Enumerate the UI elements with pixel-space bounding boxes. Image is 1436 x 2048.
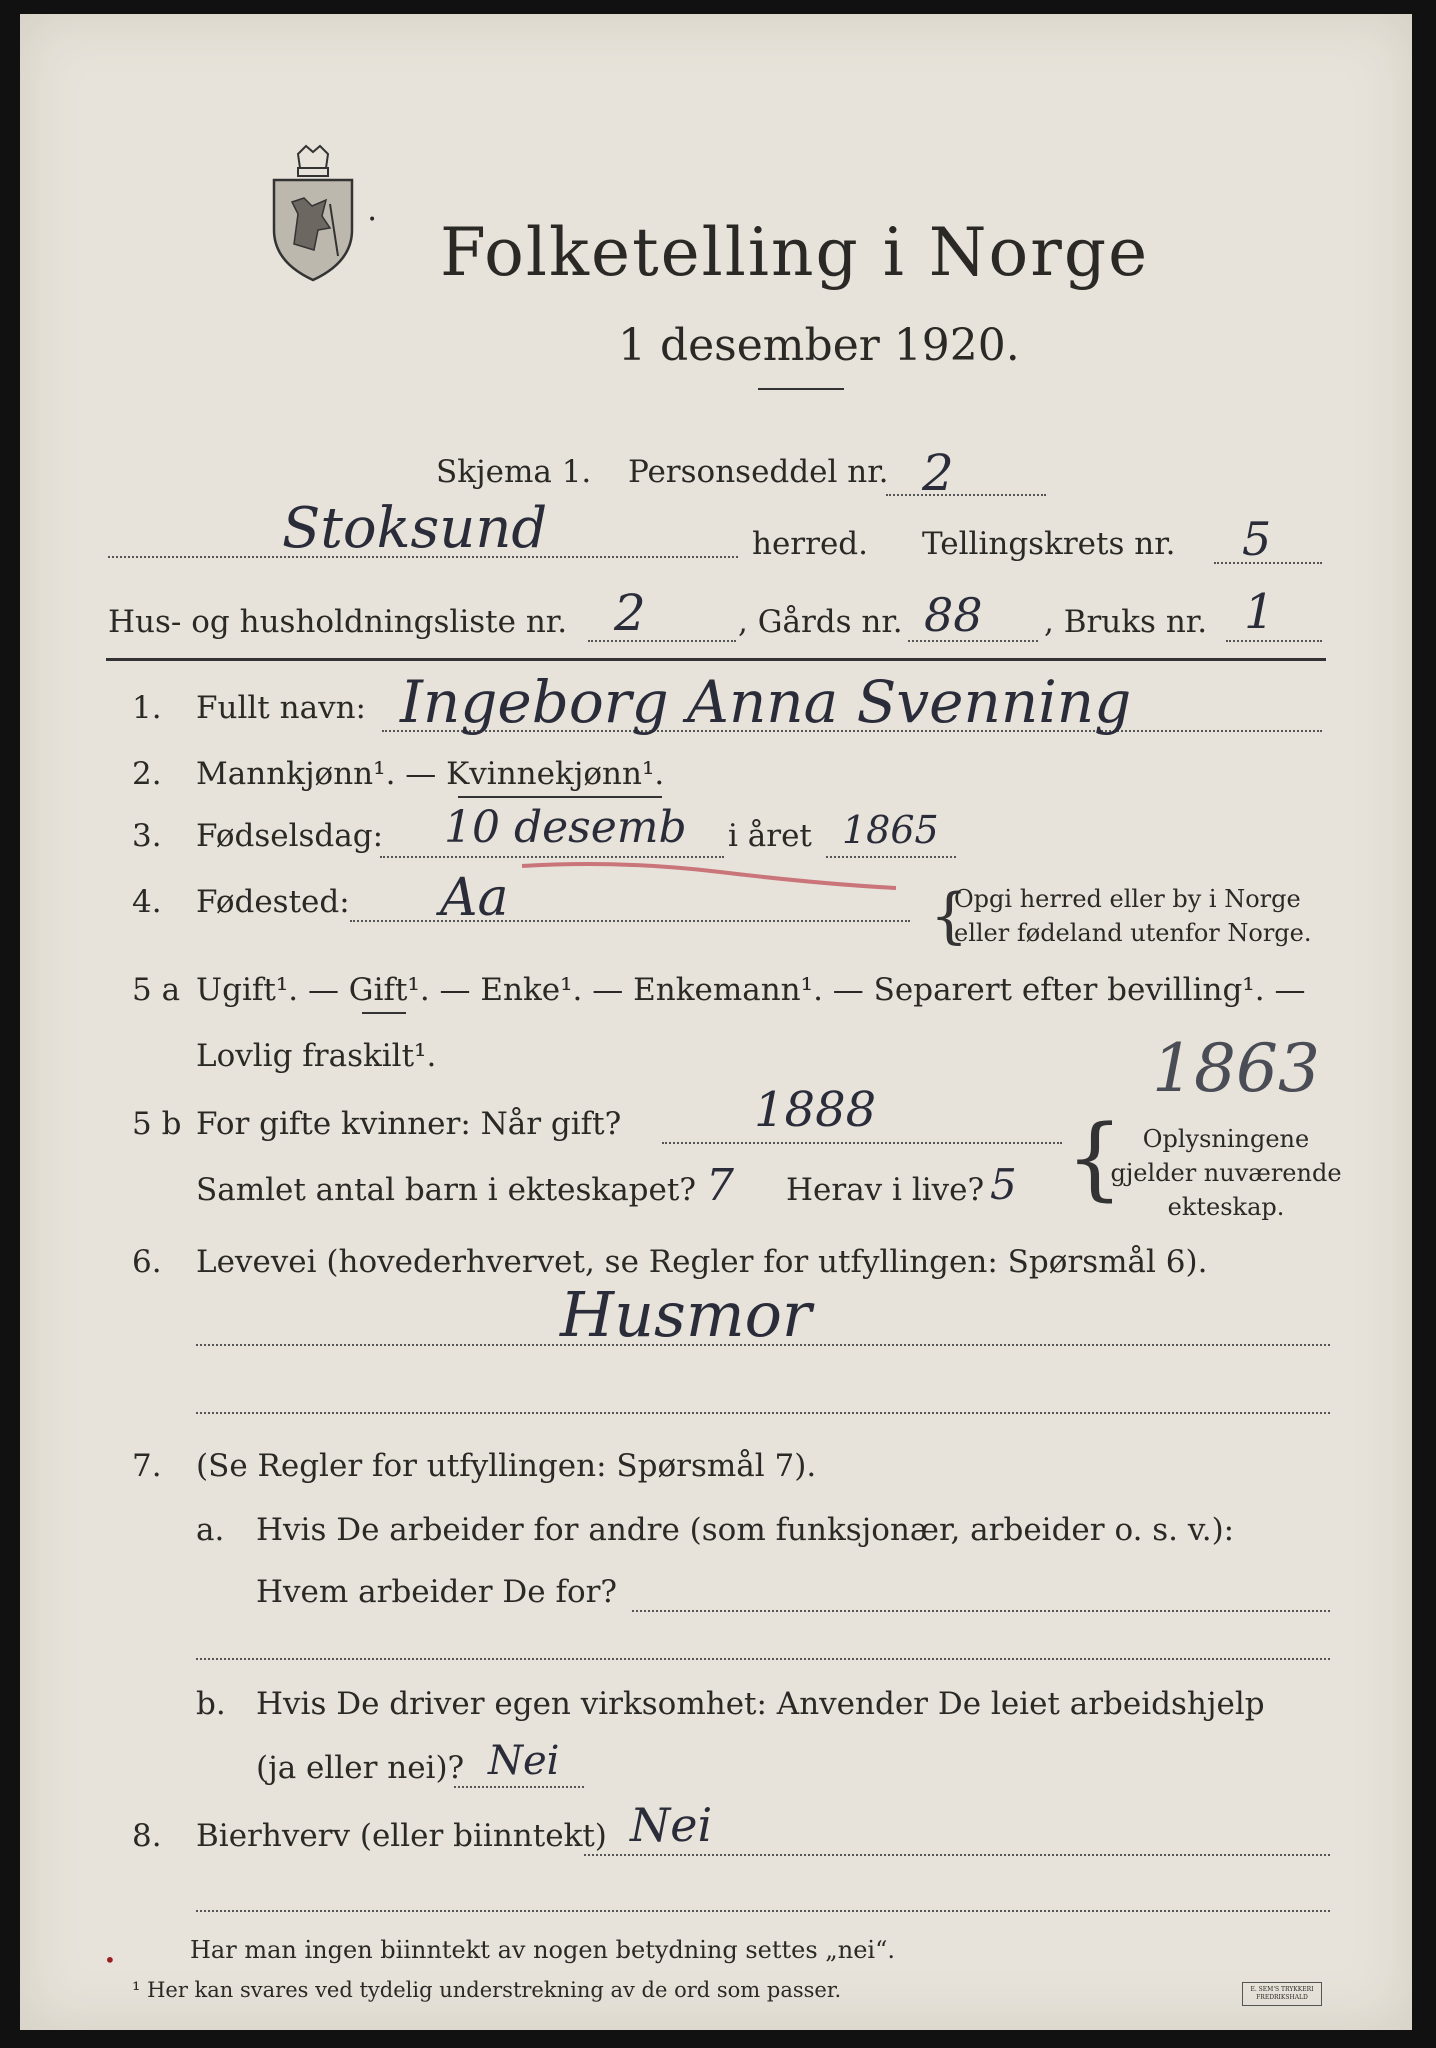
- q5b-children-label: Samlet antal barn i ekteskapet?: [196, 1172, 696, 1208]
- q7a-label-2: Hvem arbeider De for?: [256, 1574, 618, 1610]
- q1-number: 1.: [132, 690, 162, 726]
- q5b-number: 5 b: [132, 1106, 182, 1142]
- q7a-label: Hvis De arbeider for andre (som funksjonær, arbeider o. s. v.):: [256, 1512, 1235, 1548]
- q7b-label: Hvis De driver egen virksomhet: Anvender De leiet arbeidshjelp: [256, 1686, 1265, 1722]
- q4-line: [350, 920, 910, 922]
- red-bullet: •: [104, 1948, 116, 1972]
- gards-value: 88: [924, 588, 983, 642]
- red-pencil-stroke: [520, 858, 900, 898]
- title-divider: [758, 388, 844, 390]
- q5a-label-2: Lovlig fraskilt¹.: [196, 1038, 437, 1074]
- q4-number: 4.: [132, 884, 162, 920]
- q4-label: Fødested:: [196, 884, 350, 920]
- q3-year-value: 1865: [842, 808, 939, 852]
- q5b-alive-label: Herav i live?: [786, 1172, 985, 1208]
- q3-number: 3.: [132, 818, 162, 854]
- q5b-married-line: [662, 1142, 1062, 1144]
- personseddel-value: 2: [922, 444, 954, 502]
- q6-value: Husmor: [560, 1278, 812, 1351]
- q5a-underline: [362, 1012, 406, 1014]
- personseddel-label: Personseddel nr.: [628, 454, 889, 490]
- q4-note: [954, 882, 1312, 950]
- q7b-label-2: (ja eller nei)?: [256, 1750, 465, 1786]
- q7a-line-1: [632, 1610, 1330, 1612]
- q2-label: Mannkjønn¹. — Kvinnekjønn¹.: [196, 756, 665, 792]
- q5b-note: [1106, 1122, 1346, 1224]
- q8-line-1: [584, 1854, 1330, 1856]
- q5b-note-line3: ekteskap.: [1167, 1193, 1285, 1221]
- bruks-value: 1: [1244, 584, 1275, 640]
- q5b-brace: {: [1066, 1106, 1124, 1211]
- herred-value: Stoksund: [282, 496, 548, 561]
- printer-mark: E. SEM'S TRYKKERI FREDRIKSHALD: [1242, 1982, 1322, 2006]
- q5b-alive-value: 5: [990, 1160, 1017, 1209]
- q5b-married-value: 1888: [754, 1082, 877, 1138]
- gards-label: , Gårds nr.: [738, 604, 903, 640]
- q5b-label: For gifte kvinner: Når gift?: [196, 1106, 622, 1142]
- q3-label: Fødselsdag:: [196, 818, 384, 854]
- bruks-line: [1226, 640, 1322, 642]
- husliste-label: Hus- og husholdningsliste nr.: [108, 604, 568, 640]
- q1-value: Ingeborg Anna Svenning: [400, 668, 1132, 736]
- census-form: [20, 14, 1412, 2030]
- q8-number: 8.: [132, 1818, 162, 1854]
- schema-label: Skjema 1.: [436, 454, 592, 490]
- q6-line-2: [196, 1412, 1330, 1414]
- q3-year-label: i året: [728, 818, 812, 854]
- q1-label: Fullt navn:: [196, 690, 366, 726]
- q5a-label: Ugift¹. — Gift¹. — Enke¹. — Enkemann¹. — Separert efter bevilling¹. —: [196, 972, 1306, 1008]
- q4-value: Aa: [440, 868, 509, 928]
- biinntekt-note: Har man ingen biinntekt av nogen betydning settes „nei“.: [190, 1936, 895, 1964]
- q7a-line-2: [196, 1658, 1330, 1660]
- q8-label: Bierhverv (eller biinntekt): [196, 1818, 607, 1854]
- husliste-value: 2: [614, 584, 646, 642]
- dot-mark: •: [368, 212, 377, 228]
- q5b-note-line1: Oplysningene: [1142, 1125, 1310, 1153]
- q5b-children-value: 7: [706, 1160, 734, 1211]
- q7b-value: Nei: [488, 1738, 560, 1784]
- q7-label: (Se Regler for utfyllingen: Spørsmål 7).: [196, 1448, 817, 1484]
- q3-value: 10 desemb: [444, 802, 687, 853]
- personseddel-line: [886, 494, 1046, 496]
- q4-brace: {: [930, 881, 969, 951]
- q8-line-2: [196, 1910, 1330, 1912]
- q4-note-line1: Opgi herred eller by i Norge: [954, 885, 1301, 913]
- norwegian-coat-of-arms-icon: [268, 144, 358, 284]
- q7b-line: [454, 1786, 584, 1788]
- tellingskrets-value: 5: [1242, 512, 1272, 566]
- q4-note-line2: eller fødeland utenfor Norge.: [954, 919, 1312, 947]
- census-date: 1 desember 1920.: [618, 320, 1020, 371]
- q5b-note-line2: gjelder nuværende: [1110, 1159, 1342, 1187]
- q2-underline: [458, 796, 662, 798]
- husliste-line: [588, 640, 736, 642]
- herred-label: herred.: [752, 526, 868, 562]
- q7b-number: b.: [196, 1686, 226, 1722]
- q6-label: Levevei (hovederhvervet, se Regler for utfyllingen: Spørsmål 6).: [196, 1244, 1208, 1280]
- q7-number: 7.: [132, 1448, 162, 1484]
- q8-value: Nei: [630, 1798, 713, 1852]
- footnote: ¹ Her kan svares ved tydelig understrekning av de ord som passer.: [132, 1978, 842, 2002]
- q7a-number: a.: [196, 1512, 225, 1548]
- q5a-annotation: 1863: [1152, 1030, 1320, 1107]
- tellingskrets-label: Tellingskrets nr.: [922, 526, 1176, 562]
- q6-number: 6.: [132, 1244, 162, 1280]
- q2-number: 2.: [132, 756, 162, 792]
- q5a-number: 5 a: [132, 972, 181, 1008]
- header-divider: [106, 658, 1326, 661]
- bruks-label: , Bruks nr.: [1044, 604, 1208, 640]
- form-title: Folketelling i Norge: [440, 214, 1150, 291]
